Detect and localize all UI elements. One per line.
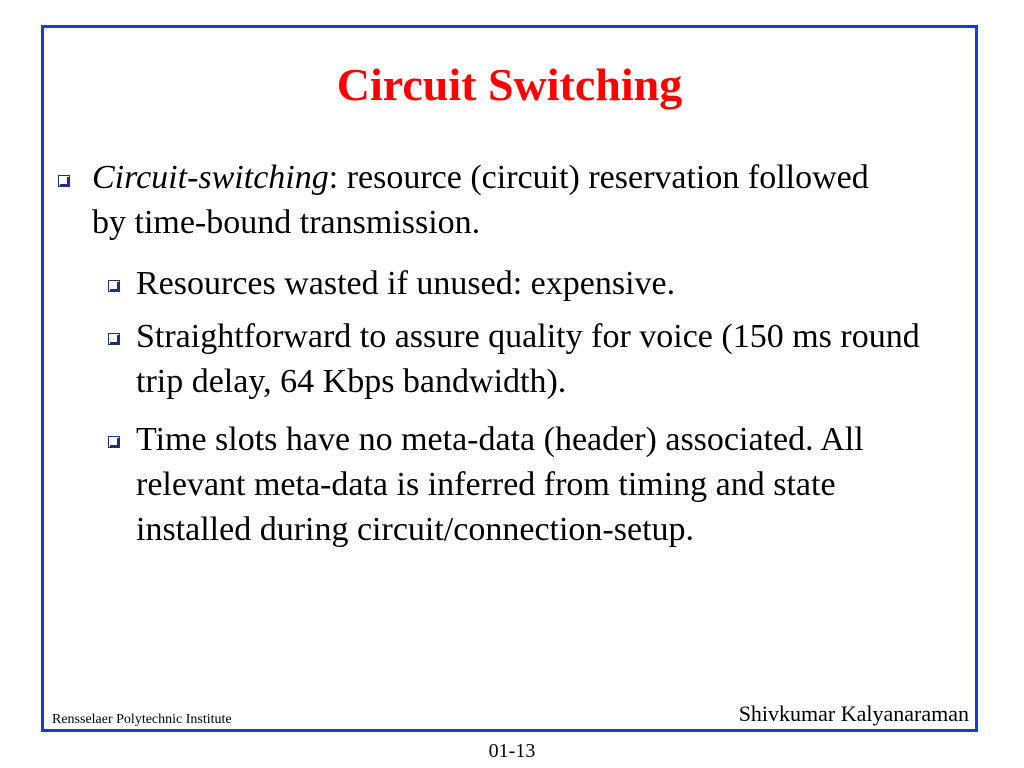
sub-bullet-text: Resources wasted if unused: expensive.: [136, 265, 676, 302]
main-bullet: [92, 155, 892, 245]
sub-bullet-text: Straightforward to assure quality for voice (150 ms round trip delay, 64 Kbps bandwidth).: [136, 318, 920, 400]
sub-bullet: [136, 314, 966, 404]
footer-author: Shivkumar Kalyanaraman: [738, 701, 969, 726]
sub-bullet: [136, 261, 956, 306]
main-bullet-rest: : resource (circuit) reservation followed by time-bound transmission.: [92, 159, 869, 241]
checkbox-bullet-icon: [108, 436, 120, 448]
sub-bullet: [136, 417, 956, 552]
slide-title: Circuit Switching: [336, 59, 683, 110]
sub-bullet-text: Time slots have no meta-data (header) associated. All relevant meta-data is inferred from timing and state installed during circuit/connection-setup.: [136, 421, 864, 548]
main-bullet-term: Circuit-switching: [92, 159, 329, 196]
main-bullet-text: [92, 155, 892, 245]
checkbox-bullet-icon: [108, 333, 120, 345]
checkbox-bullet-icon: [108, 280, 120, 292]
checkbox-bullet-icon: [58, 175, 70, 187]
page-number: 01-13: [488, 740, 536, 762]
footer-institution: Rensselaer Polytechnic Institute: [52, 712, 232, 727]
